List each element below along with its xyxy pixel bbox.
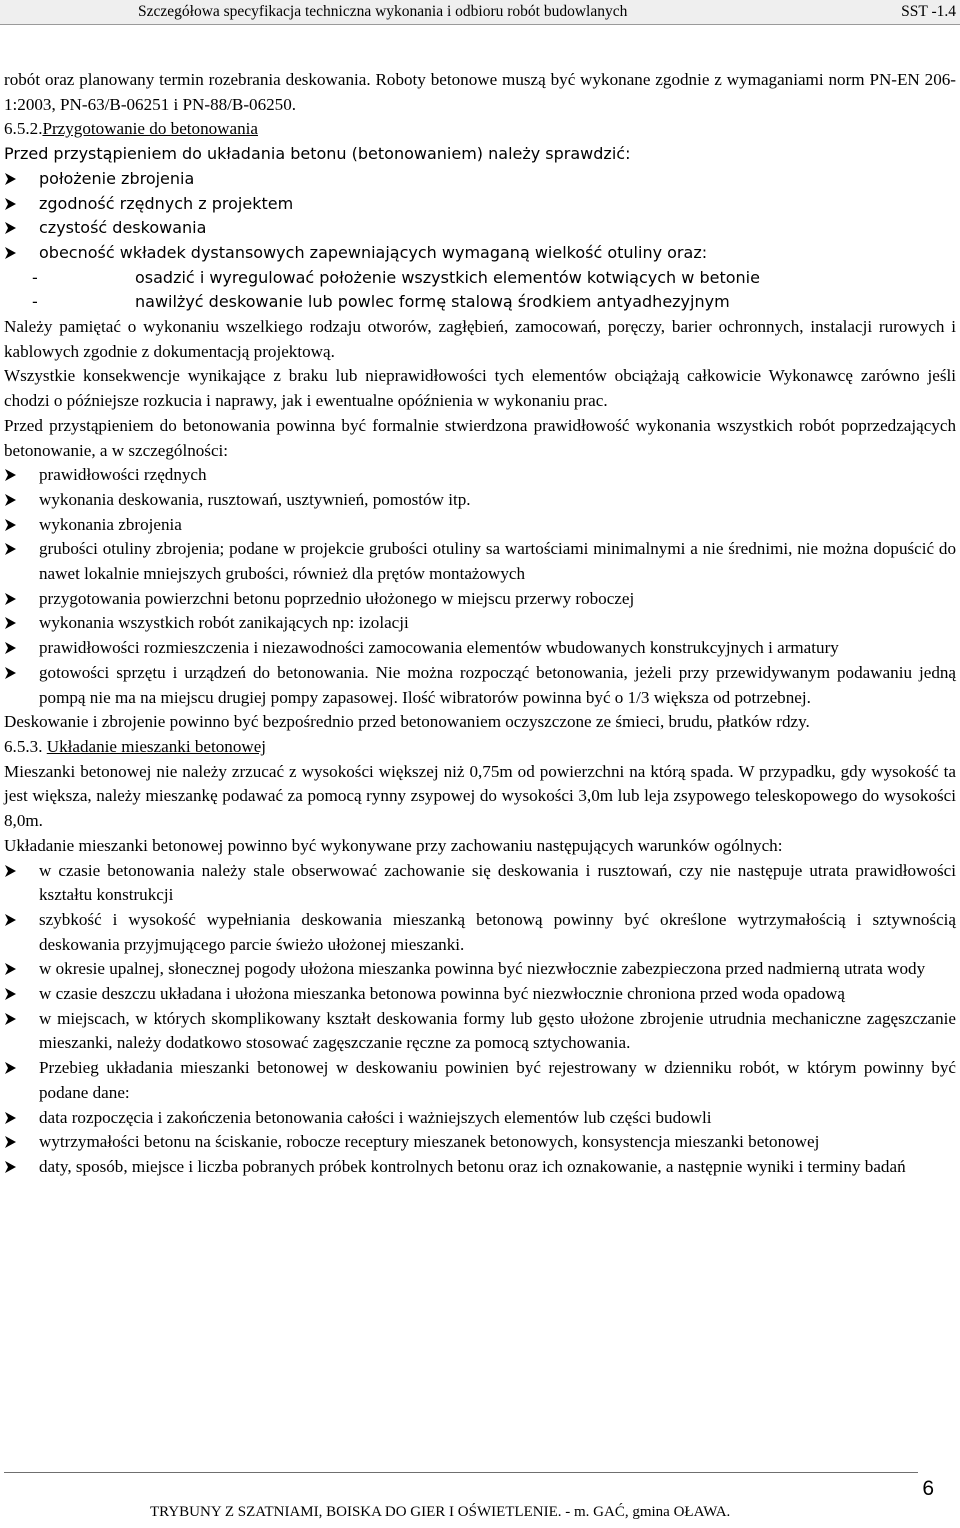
paragraph: Układanie mieszanki betonowej powinno być wykonywane przy zachowaniu następujących warunków ogólnych: [4, 835, 783, 855]
document-body [4, 68, 956, 1180]
dash-list [4, 266, 956, 315]
list-item: szybkość i wysokość wypełniania deskowania mieszanką betonową powinny być określone wytrzymałością i sztywnością deskowania przyjmującego parcie świeżo ułożonej mieszanki. [4, 908, 956, 957]
arrowhead-bullet-icon [5, 963, 16, 975]
arrowhead-bullet-icon [5, 865, 16, 877]
list-item: grubości otuliny zbrojenia; podane w projekcie grubości otuliny sa wartościami minimalnymi a nie średnimi, nie można dopuścić do nawet lokalnie mniejszych grubości, również dla prętów montażowych [4, 537, 956, 586]
arrowhead-bullet-icon [5, 593, 16, 605]
arrowhead-bullet-icon [5, 198, 16, 210]
arrowhead-bullet-icon [5, 988, 16, 1000]
arrowhead-bullet-icon [5, 247, 16, 259]
paragraph: Deskowanie i zbrojenie powinno być bezpośrednio przed betonowaniem oczyszczone ze śmieci, brudu, płatków rdzy. [4, 712, 810, 732]
list-item: - osadzić i wyregulować położenie wszystkich elementów kotwiących w betonie [4, 266, 956, 291]
arrowhead-bullet-icon [5, 1112, 16, 1124]
arrowhead-bullet-icon [5, 1161, 16, 1173]
list-item: wykonania deskowania, rusztowań, usztywnień, pomostów itp. [4, 488, 956, 513]
list-item: czystość deskowania [4, 216, 956, 241]
section-heading-6-5-3 [4, 735, 956, 760]
arrowhead-bullet-icon [5, 617, 16, 629]
section-heading-6-5-2 [4, 117, 956, 142]
paragraph: Przed przystąpieniem do betonowania powinna być formalnie stwierdzona prawidłowość wykonania wszystkich robót poprzedzających betonowanie, a w szczególności: [4, 415, 956, 460]
section-number: 6.5.2. [4, 119, 43, 139]
dash-bullet: - [32, 292, 38, 312]
arrowhead-bullet-icon [5, 222, 16, 234]
section-title: Przygotowanie do betonowania [42, 119, 258, 139]
prerequisites-list [4, 463, 956, 710]
section-number: 6.5.3. [4, 736, 43, 756]
list-item: położenie zbrojenia [4, 167, 956, 192]
dash-bullet: - [32, 267, 38, 287]
arrowhead-bullet-icon [5, 494, 16, 506]
list-item: w miejscach, w których skomplikowany kształt deskowania formy lub gęsto ułożone zbrojenie utrudnia mechaniczne zagęszczanie mieszanki, należy dodatkowo stosować zagęszczanie ręczne za pomocą sztychowania. [4, 1007, 956, 1056]
paragraph: Wszystkie konsekwencje wynikające z braku lub nieprawidłowości tych elementów obciążają całkowicie Wykonawcę zarówno jeśli chodzi o późniejsze rozkucia i naprawy, jak i ewentualne opóźnienia w wykonaniu prac. [4, 366, 956, 411]
list-item: w okresie upalnej, słonecznej pogody ułożona mieszanka powinna być niezwłocznie zabezpieczona przed nadmierną utrata wody [4, 957, 956, 982]
list-item: prawidłowości rozmieszczenia i niezawodności zamocowania elementów wbudowanych konstrukcyjnych i armatury [4, 636, 956, 661]
checks-lead: Przed przystąpieniem do układania betonu (betonowaniem) należy sprawdzić: [4, 144, 631, 164]
checks-list [4, 167, 956, 266]
list-item: w czasie betonowania należy stale obserwować zachowanie się deskowania i rusztowań, czy nie następuje utrata prawidłowości kształtu konstrukcji [4, 859, 956, 908]
list-item: data rozpoczęcia i zakończenia betonowania całości i ważniejszych elementów lub części budowli [4, 1106, 956, 1131]
arrowhead-bullet-icon [5, 642, 16, 654]
page-number: 6 [922, 1477, 934, 1500]
list-item: wykonania wszystkich robót zanikających np: izolacji [4, 611, 956, 636]
header-title: Szczegółowa specyfikacja techniczna wykonania i odbioru robót budowlanych [138, 3, 628, 20]
list-item: wytrzymałości betonu na ściskanie, robocze receptury mieszanek betonowych, konsystencja mieszanki betonowej [4, 1130, 956, 1155]
placement-conditions-list [4, 859, 956, 1180]
list-item: zgodność rzędnych z projektem [4, 192, 956, 217]
page-header [0, 0, 960, 25]
footer-project-title: TRYBUNY Z SZATNIAMI, BOISKA DO GIER I OŚWIETLENIE. - m. GAĆ, gmina OŁAWA. [150, 1504, 731, 1520]
arrowhead-bullet-icon [5, 1062, 16, 1074]
arrowhead-bullet-icon [5, 543, 16, 555]
list-item: - nawilżyć deskowanie lub powlec formę stalową środkiem antyadhezyjnym [4, 290, 956, 315]
header-spec-code: SST -1.4 [901, 3, 956, 20]
list-item: przygotowania powierzchni betonu poprzednio ułożonego w miejscu przerwy roboczej [4, 587, 956, 612]
list-item: Przebieg układania mieszanki betonowej w deskowaniu powinien być rejestrowany w dzienniku robót, w którym powinny być podane dane: [4, 1056, 956, 1105]
paragraph: Należy pamiętać o wykonaniu wszelkiego rodzaju otworów, zagłębień, zamocowań, poręczy, barier ochronnych, instalacji rurowych i kablowych zgodnie z dokumentacją projektową. [4, 317, 956, 361]
arrowhead-bullet-icon [5, 519, 16, 531]
arrowhead-bullet-icon [5, 469, 16, 481]
arrowhead-bullet-icon [5, 173, 16, 185]
list-item: daty, sposób, miejsce i liczba pobranych próbek kontrolnych betonu oraz ich oznakowanie, a następnie wyniki i terminy badań [4, 1155, 956, 1180]
intro-paragraph: robót oraz planowany termin rozebrania deskowania. Roboty betonowe muszą być wykonane zgodnie z wymaganiami norm PN-EN 206-1:2003, PN-63/B-06251 i PN-88/B-06250. [4, 70, 956, 114]
list-item: prawidłowości rzędnych [4, 463, 956, 488]
list-item: gotowości sprzętu i urządzeń do betonowania. Nie można rozpocząć betonowania, jeżeli przy przewidywanym podawaniu jedną pompą nie ma na miejscu drugiej pompy zapasowej. Ilość wibratorów powinna być o 1/3 większa od potrzebnej. [4, 661, 956, 710]
arrowhead-bullet-icon [5, 667, 16, 679]
list-item: obecność wkładek dystansowych zapewniających wymaganą wielkość otuliny oraz: [4, 241, 956, 266]
list-item: wykonania zbrojenia [4, 513, 956, 538]
section-title: Układanie mieszanki betonowej [46, 736, 267, 756]
footer-divider [4, 1472, 918, 1473]
arrowhead-bullet-icon [5, 914, 16, 926]
arrowhead-bullet-icon [5, 1013, 16, 1025]
paragraph: Mieszanki betonowej nie należy zrzucać z wysokości większej niż 0,75m od powierzchni na którą spada. W przypadku, gdy wysokość ta jest większa, należy mieszankę podawać za pomocą rynny zsypowej do wysokości 3,0m lub leja zsypowego teleskopowego do wysokości 8,0m. [4, 761, 956, 831]
list-item: w czasie deszczu układana i ułożona mieszanka betonowa powinna być niezwłocznie chroniona przed woda opadową [4, 982, 956, 1007]
arrowhead-bullet-icon [5, 1136, 16, 1148]
